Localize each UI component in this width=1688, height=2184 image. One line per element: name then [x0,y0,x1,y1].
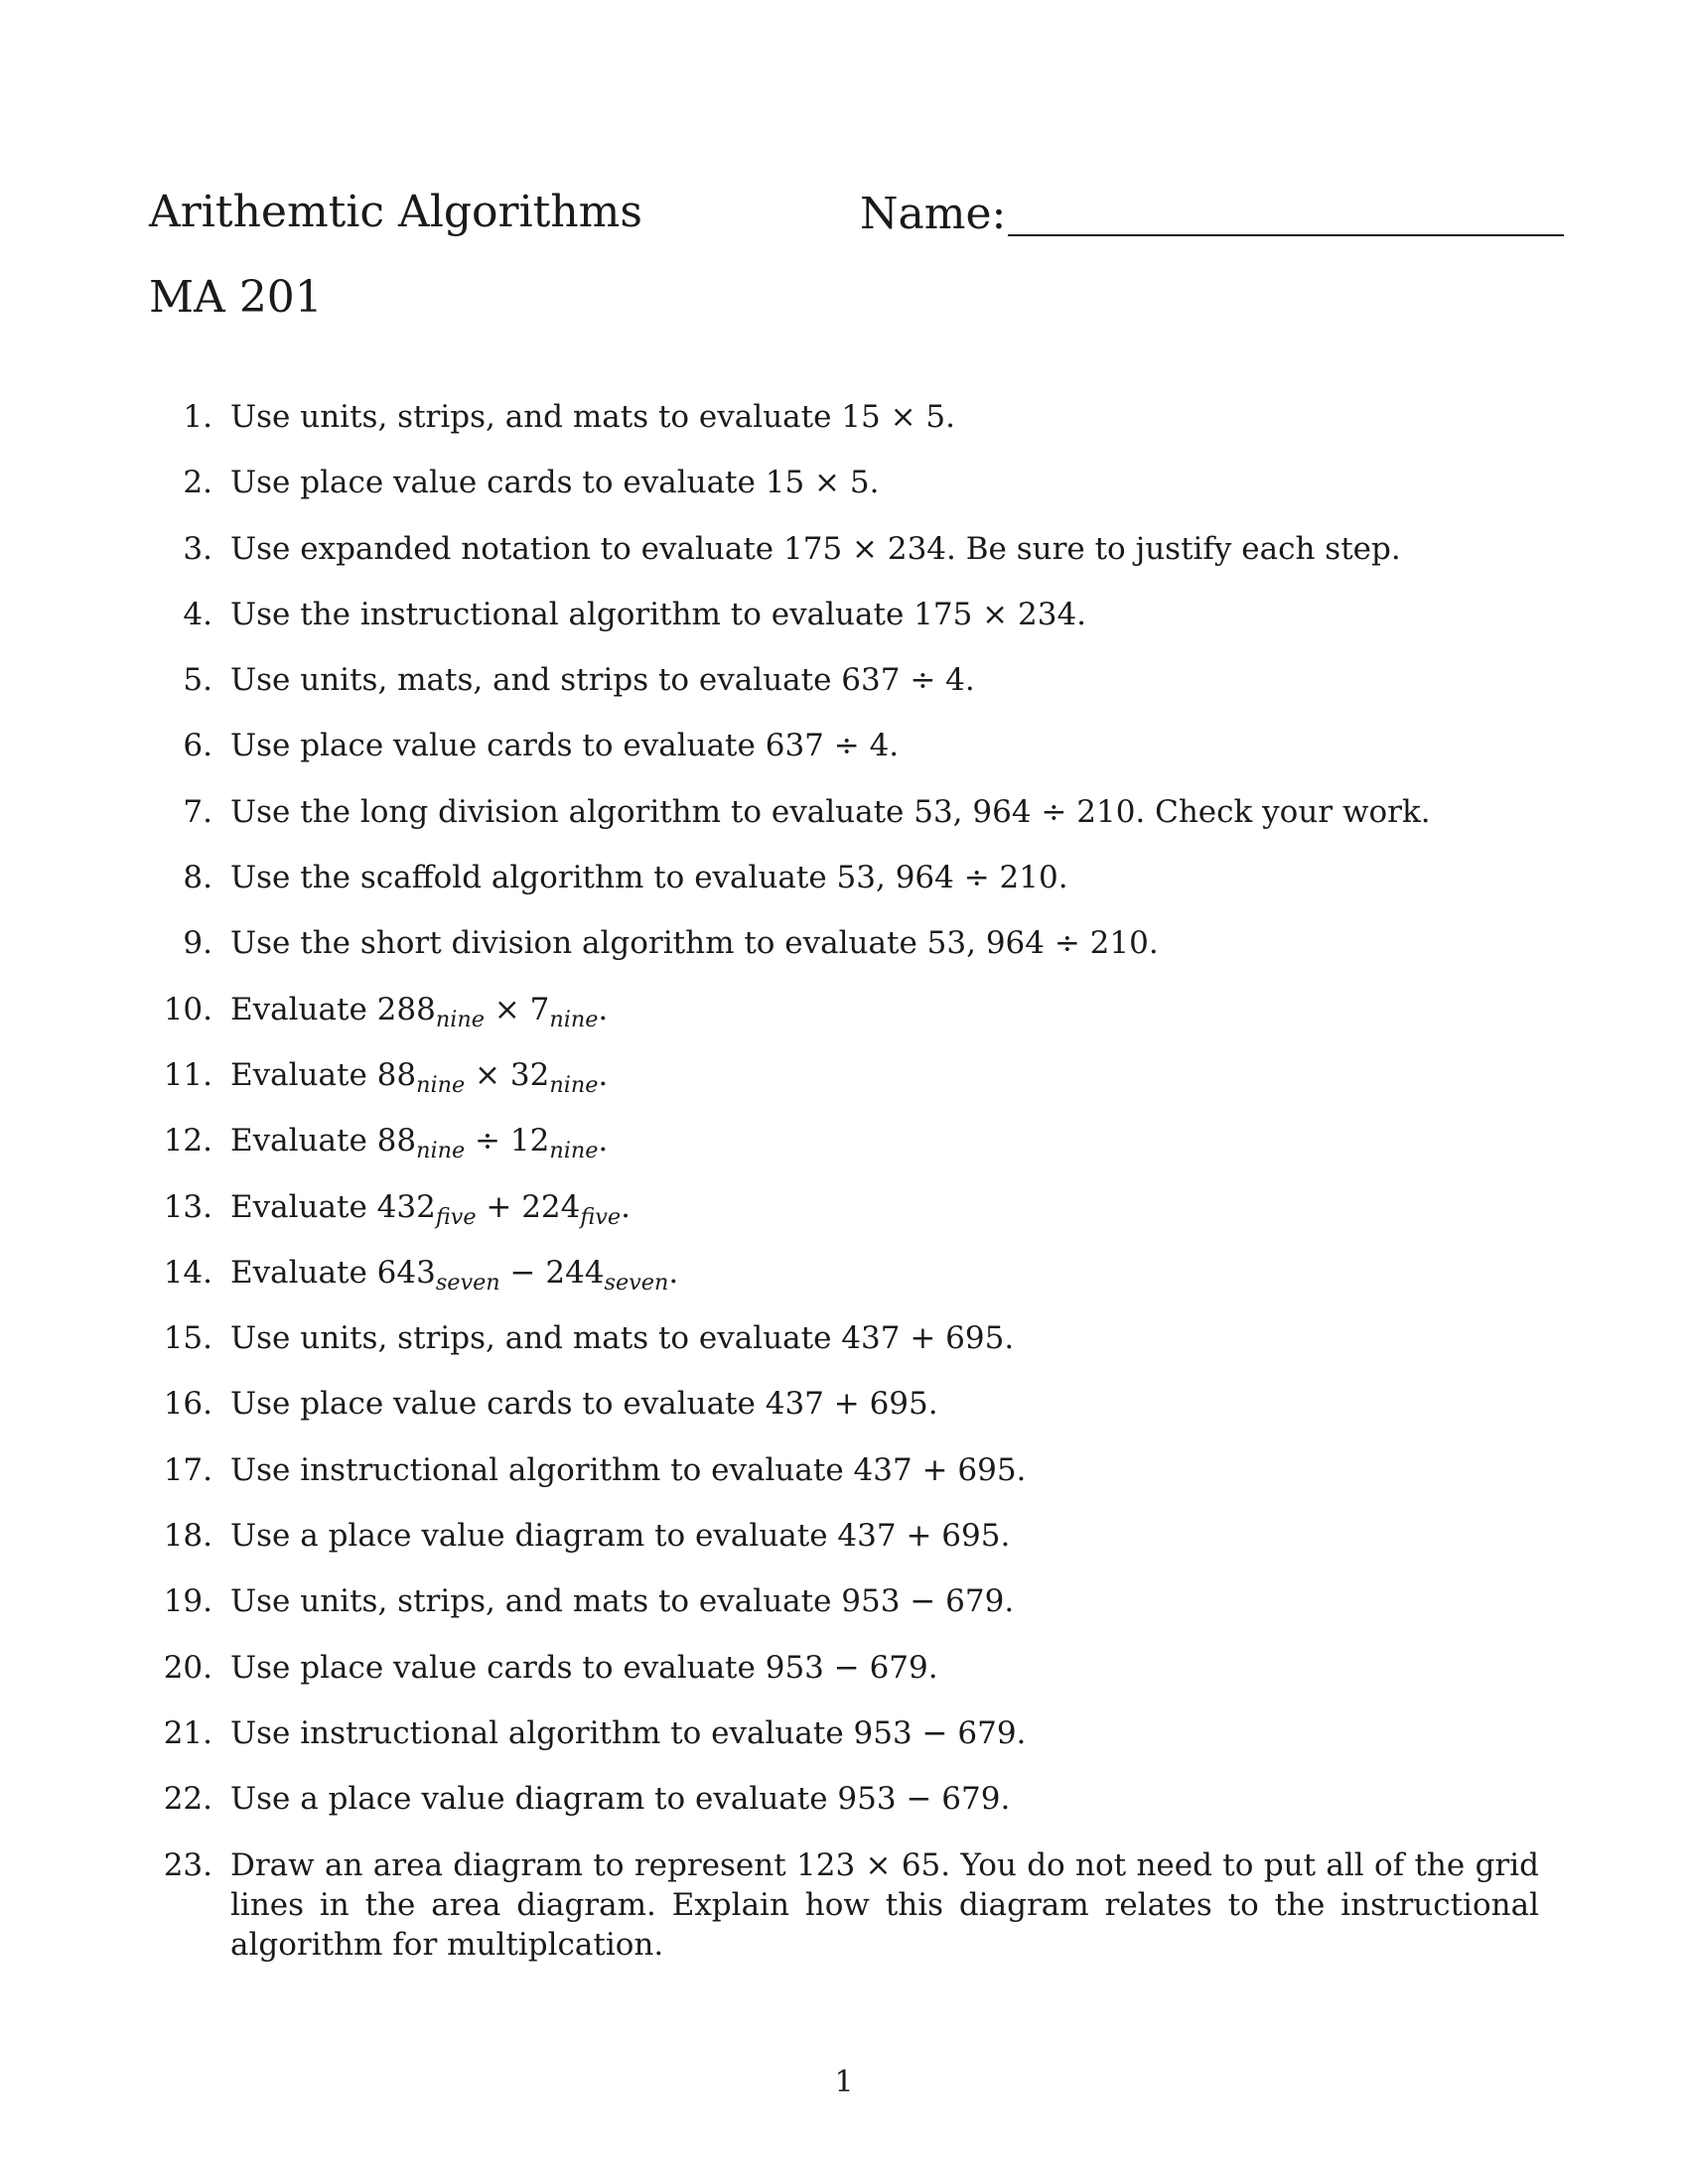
question-text: Use instructional algorithm to evaluate 953 − 679. [230,1714,1027,1751]
base-subscript: five [580,1203,622,1230]
question-text-part: Evaluate 288 [230,991,436,1027]
question-item [149,1121,1539,1186]
question-number: 13. [163,1188,212,1225]
question-text-part: Evaluate 432 [230,1188,436,1225]
question-item [149,1845,1539,1965]
base-subscript: nine [549,1138,599,1164]
question-item [149,1253,1539,1318]
question-number: 5. [183,662,212,699]
question-item [149,792,1539,858]
question-text [230,1056,609,1099]
question-text-part: Evaluate 88 [230,1123,417,1160]
question-text-part: × 32 [465,1056,550,1093]
question-text: Use units, mats, and strips to evaluate 637 ÷ 4. [230,662,975,699]
question-item [149,397,1539,463]
base-subscript: seven [604,1270,669,1297]
question-text: Use the scaffold algorithm to evaluate 53, 964 ÷ 210. [230,860,1068,896]
question-text: Use instructional algorithm to evaluate 437 + 695. [230,1451,1027,1488]
course-code: MA 201 [149,272,323,323]
question-number: 16. [163,1386,212,1423]
page-number: 1 [834,2065,854,2100]
question-text-part: . [621,1188,631,1225]
question-text [230,1254,679,1297]
question-text [230,991,609,1032]
question-item [149,660,1539,726]
question-text: Use the short division algorithm to evaluate 53, 964 ÷ 210. [230,925,1159,962]
question-text [230,1188,631,1230]
base-subscript: nine [416,1138,466,1164]
question-list [149,397,1539,1965]
question-text-part: − 244 [499,1254,605,1291]
question-number: 2. [183,465,212,501]
worksheet-title: Arithemtic Algorithms [149,187,642,237]
question-item [149,1516,1539,1581]
question-item [149,463,1539,528]
name-field [860,189,1564,239]
question-text: Use the long division algorithm to evaluate 53, 964 ÷ 210. Check your work. [230,793,1431,830]
base-subscript: seven [435,1270,500,1297]
question-number: 7. [183,793,212,830]
question-text-part: . [598,1123,609,1160]
question-text: Use the instructional algorithm to evaluate 175 × 234. [230,596,1087,632]
question-text-part: + 224 [476,1188,581,1225]
question-item [149,1779,1539,1844]
question-text-part: × 7 [484,991,550,1027]
question-text: Use place value cards to evaluate 437 + 695. [230,1386,938,1423]
question-text-part: . [598,1056,609,1093]
question-text: Use place value cards to evaluate 953 − 679. [230,1649,938,1686]
question-number: 9. [183,925,212,962]
question-number: 14. [163,1254,212,1291]
base-subscript: nine [549,1072,599,1099]
question-item [149,990,1539,1055]
question-number: 23. [163,1846,212,1883]
question-number: 4. [183,596,212,632]
name-blank-line [1008,191,1564,236]
question-item [149,858,1539,923]
question-text-part: Evaluate 88 [230,1056,417,1093]
question-item [149,1318,1539,1384]
base-subscript: five [435,1203,477,1230]
question-item [149,1581,1539,1647]
question-text-part: . [668,1254,679,1291]
question-number: 8. [183,860,212,896]
question-number: 22. [163,1781,212,1818]
question-number: 1. [183,399,212,435]
base-subscript: nine [435,1006,485,1032]
question-item [149,529,1539,595]
question-text: Use a place value diagram to evaluate 437 + 695. [230,1518,1011,1555]
question-number: 18. [163,1518,212,1555]
question-text [230,1123,609,1164]
question-text-part: Evaluate 643 [230,1254,436,1291]
question-item [149,1055,1539,1121]
question-number: 17. [163,1451,212,1488]
question-item [149,1384,1539,1449]
question-item [149,1713,1539,1779]
question-number: 21. [163,1714,212,1751]
question-item [149,1187,1539,1253]
question-text: Use units, strips, and mats to evaluate 15 × 5. [230,399,955,435]
question-number: 12. [163,1123,212,1160]
question-text-part: . [598,991,609,1027]
question-text: Draw an area diagram to represent 123 × 65. You do not need to put all of the grid lines in the area diagram. Explain how this diagram relates to the instructional algorithm for multiplcation. [230,1846,1539,1963]
question-item [149,1648,1539,1713]
question-number: 19. [163,1583,212,1620]
question-number: 6. [183,728,212,764]
question-text: Use a place value diagram to evaluate 953 − 679. [230,1781,1011,1818]
name-label: Name: [860,189,1007,239]
question-item [149,923,1539,989]
question-number: 15. [163,1320,212,1357]
question-item [149,726,1539,791]
base-subscript: nine [549,1006,599,1032]
question-text: Use place value cards to evaluate 15 × 5. [230,465,880,501]
question-text: Use units, strips, and mats to evaluate 953 − 679. [230,1583,1015,1620]
base-subscript: nine [416,1072,466,1099]
question-item [149,1450,1539,1516]
question-number: 10. [163,991,212,1027]
question-text: Use units, strips, and mats to evaluate 437 + 695. [230,1320,1015,1357]
question-number: 3. [183,530,212,567]
question-text: Use expanded notation to evaluate 175 × 234. Be sure to justify each step. [230,530,1401,567]
question-number: 20. [163,1649,212,1686]
question-item [149,595,1539,660]
question-text-part: ÷ 12 [465,1123,550,1160]
question-text: Use place value cards to evaluate 637 ÷ 4. [230,728,900,764]
question-number: 11. [163,1056,212,1093]
